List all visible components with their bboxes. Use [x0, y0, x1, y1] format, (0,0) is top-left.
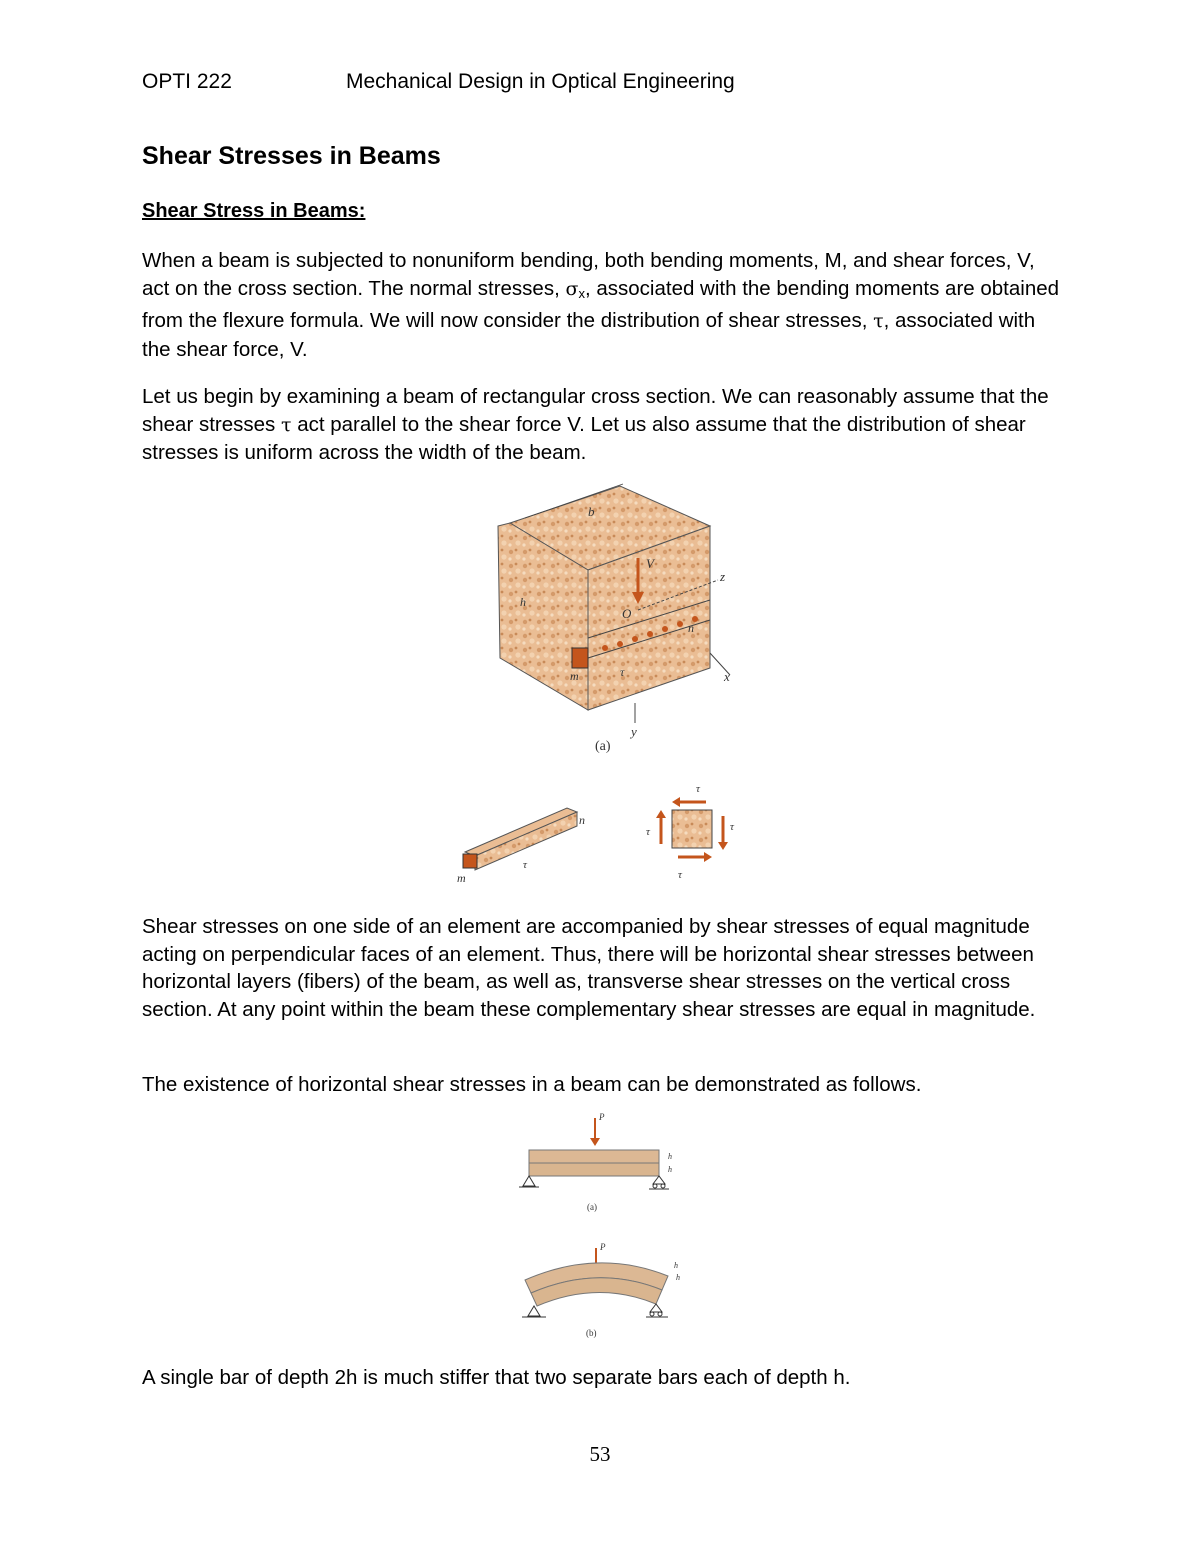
para2-text-1: Let us begin by examining a beam of rectangular cross section. We can reasonably assume that the shear stresses: [142, 385, 1049, 436]
element-m: [572, 648, 588, 668]
paragraph-assumptions: [142, 383, 1062, 467]
pin-support: [528, 1306, 540, 1316]
element-square: [672, 810, 712, 848]
para1-text-2: , associated with the bending moments are obtained from the flexure formula. We will now consider the distribution of shear stresses,: [142, 276, 1060, 332]
roller-support: [653, 1176, 665, 1184]
para2-text-2: act parallel to the shear force V. Let us also assume that the distribution of shear stresses is uniform across the width of the beam.: [142, 412, 1026, 464]
caption-b: (b): [586, 1328, 597, 1338]
label-h2: h: [676, 1273, 680, 1282]
elem-label-right: τ: [730, 821, 734, 833]
para1-text-3: , associated with the shear force, V.: [142, 309, 1036, 361]
paragraph-conclusion: A single bar of depth 2h is much stiffer that two separate bars each of depth h.: [142, 1366, 851, 1389]
label-O: O: [622, 606, 632, 621]
bar-label-n: n: [579, 813, 585, 827]
label-h1: h: [674, 1261, 678, 1270]
beam-block-figure: [480, 478, 780, 763]
stress-element-figure: [642, 780, 742, 880]
paragraph-demonstration: The existence of horizontal shear stresses in a beam can be demonstrated as follows.: [142, 1073, 922, 1096]
upper-plank: [529, 1150, 659, 1163]
page-number: 53: [589, 1442, 611, 1466]
elem-label-left: τ: [646, 826, 650, 838]
label-V: V: [646, 556, 654, 571]
bar-label-m: m: [457, 871, 466, 885]
bar-label-tau: τ: [523, 859, 527, 871]
label-P: P: [599, 1112, 605, 1122]
label-h2: h: [668, 1165, 672, 1174]
label-tau: τ: [620, 665, 625, 679]
elem-label-top: τ: [696, 783, 700, 795]
header-course: OPTI 222: [142, 70, 232, 93]
tau-symbol: τ: [281, 413, 292, 436]
tau-symbol: τ: [873, 310, 884, 332]
pin-support: [523, 1176, 535, 1186]
paragraph-intro: [142, 247, 1062, 363]
stacked-beam-figure-b: [510, 1238, 700, 1343]
label-n: n: [688, 621, 694, 635]
paragraph-complementary: Shear stresses on one side of an element are accompanied by shear stresses of equal magnitude acting on perpendicular faces of an element. Thus, there will be horizontal shear stresses between horizontal layers (fibers) of the beam, as well as, transverse shear stresses on the vertical cross section. At any point within the beam these complementary shear stresses are equal in magnitude.: [142, 915, 1036, 1021]
lower-plank: [529, 1163, 659, 1176]
label-z: z: [720, 569, 726, 584]
label-x: x: [724, 669, 730, 684]
header-title: Mechanical Design in Optical Engineering: [346, 70, 735, 93]
section-heading: Shear Stress in Beams:: [142, 200, 366, 222]
label-b: b: [588, 504, 595, 519]
sigma-symbol: σ: [565, 277, 579, 300]
label-P: P: [600, 1242, 606, 1252]
bar-end-face: [463, 854, 477, 868]
caption-a: (a): [587, 1202, 597, 1212]
stacked-beam-figure-a: [515, 1110, 695, 1215]
label-h1: h: [668, 1152, 672, 1161]
roller-support: [650, 1304, 662, 1312]
label-h: h: [520, 595, 526, 609]
figure-caption-a: (a): [595, 739, 611, 754]
label-m: m: [570, 669, 579, 683]
elem-label-bottom: τ: [678, 869, 682, 881]
label-y: y: [631, 724, 637, 739]
page-title: Shear Stresses in Beams: [142, 142, 441, 170]
para1-text-1: When a beam is subjected to nonuniform bending, both bending moments, M, and shear forces, V, act on the cross section. The normal stresses,: [142, 249, 1035, 300]
sigma-subscript: x: [578, 285, 585, 301]
bar-element-figure: [455, 800, 595, 890]
